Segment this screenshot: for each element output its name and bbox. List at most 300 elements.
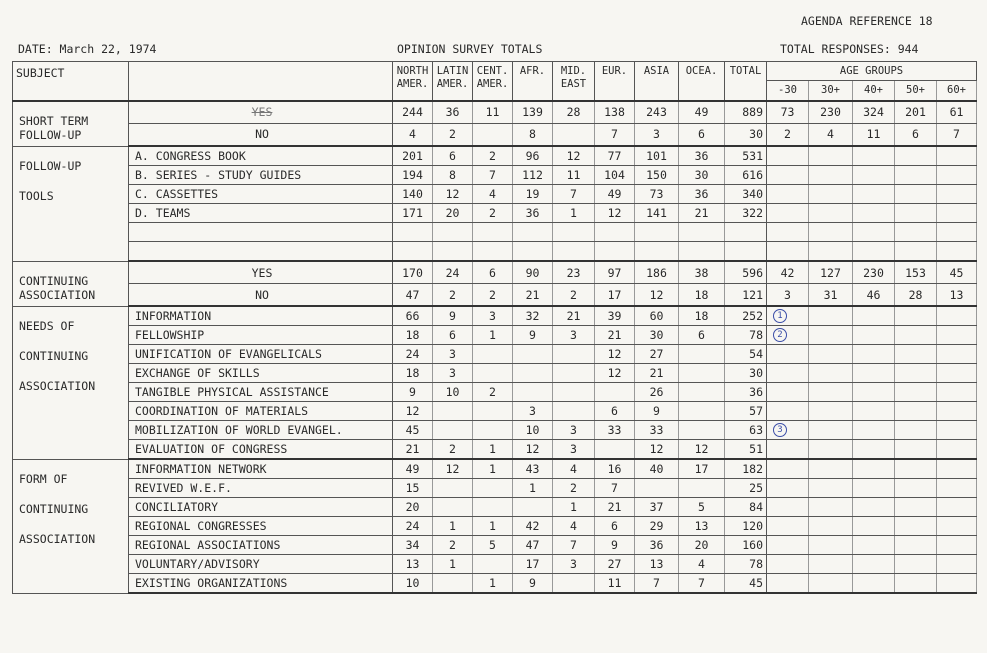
region-value: 13 bbox=[679, 517, 725, 536]
age-value bbox=[895, 498, 937, 517]
age-value bbox=[809, 146, 853, 166]
region-value: 2 bbox=[433, 536, 473, 555]
row-total-value: 63 bbox=[749, 423, 763, 437]
age-value bbox=[853, 383, 895, 402]
region-value: 66 bbox=[393, 306, 433, 326]
age-value: 45 bbox=[937, 261, 977, 284]
age-value bbox=[767, 364, 809, 383]
region-value: 34 bbox=[393, 536, 433, 555]
age-value: 6 bbox=[895, 123, 937, 146]
region-header bbox=[433, 62, 473, 101]
age-value bbox=[853, 402, 895, 421]
age-value bbox=[937, 345, 977, 364]
row-category bbox=[129, 345, 393, 364]
age-value bbox=[809, 536, 853, 555]
region-value bbox=[393, 223, 433, 242]
region-value: 21 bbox=[635, 364, 679, 383]
age-value bbox=[809, 459, 853, 479]
row-total bbox=[725, 223, 767, 242]
table-row bbox=[13, 223, 977, 242]
region-value: 21 bbox=[513, 284, 553, 307]
region-value: 21 bbox=[393, 440, 433, 460]
age-value bbox=[853, 440, 895, 460]
row-category bbox=[129, 185, 393, 204]
region-header-line1: OCEA. bbox=[685, 65, 718, 77]
region-value bbox=[433, 574, 473, 594]
region-header bbox=[513, 62, 553, 101]
row-total-value: 120 bbox=[742, 519, 763, 533]
age-value bbox=[853, 166, 895, 185]
region-value: 15 bbox=[393, 479, 433, 498]
age-value bbox=[937, 574, 977, 594]
region-value: 40 bbox=[635, 459, 679, 479]
age-value bbox=[853, 242, 895, 262]
region-value: 10 bbox=[433, 383, 473, 402]
region-value: 20 bbox=[433, 204, 473, 223]
region-value: 1 bbox=[553, 498, 595, 517]
region-value bbox=[595, 223, 635, 242]
region-value: 243 bbox=[635, 101, 679, 124]
row-category-label: B. SERIES - STUDY GUIDES bbox=[135, 168, 302, 182]
region-value: 138 bbox=[595, 101, 635, 124]
region-value: 171 bbox=[393, 204, 433, 223]
region-value bbox=[473, 123, 513, 146]
age-header: 50+ bbox=[895, 81, 937, 101]
region-value bbox=[595, 383, 635, 402]
age-value bbox=[937, 306, 977, 326]
age-value bbox=[937, 517, 977, 536]
age-value bbox=[895, 204, 937, 223]
row-category bbox=[129, 204, 393, 223]
age-value: 42 bbox=[767, 261, 809, 284]
row-total bbox=[725, 123, 767, 146]
region-value bbox=[473, 364, 513, 383]
row-category bbox=[129, 284, 393, 307]
region-value bbox=[433, 402, 473, 421]
table-row bbox=[13, 383, 977, 402]
age-value bbox=[853, 306, 895, 326]
age-value bbox=[767, 242, 809, 262]
region-value: 9 bbox=[393, 383, 433, 402]
row-category-label: EXCHANGE OF SKILLS bbox=[135, 366, 260, 380]
region-value: 7 bbox=[553, 536, 595, 555]
region-value: 9 bbox=[595, 536, 635, 555]
region-header-line1: NORTH bbox=[396, 65, 429, 77]
region-header-line1: EUR. bbox=[601, 65, 628, 77]
age-value bbox=[895, 242, 937, 262]
region-value bbox=[393, 242, 433, 262]
row-total-value: 78 bbox=[749, 557, 763, 571]
region-value: 2 bbox=[473, 383, 513, 402]
region-header-line2: AMER. bbox=[436, 78, 469, 90]
age-value: 324 bbox=[853, 101, 895, 124]
row-category bbox=[129, 223, 393, 242]
table-row bbox=[13, 345, 977, 364]
region-value: 8 bbox=[513, 123, 553, 146]
region-value: 2 bbox=[473, 284, 513, 307]
region-value: 3 bbox=[433, 364, 473, 383]
row-category bbox=[129, 459, 393, 479]
age-value bbox=[853, 459, 895, 479]
row-category-label: TANGIBLE PHYSICAL ASSISTANCE bbox=[135, 385, 329, 399]
region-value: 27 bbox=[595, 555, 635, 574]
survey-date: DATE: March 22, 1974 bbox=[18, 42, 157, 56]
age-value bbox=[809, 402, 853, 421]
region-value bbox=[679, 364, 725, 383]
region-value: 12 bbox=[595, 204, 635, 223]
region-value bbox=[513, 223, 553, 242]
table-header bbox=[13, 62, 977, 101]
region-value: 6 bbox=[433, 146, 473, 166]
section-subject-line: CONTINUING bbox=[19, 501, 89, 516]
row-total-value: 252 bbox=[742, 309, 763, 323]
row-total-value: 596 bbox=[742, 265, 763, 280]
age-value bbox=[895, 536, 937, 555]
age-value bbox=[895, 479, 937, 498]
age-value bbox=[853, 555, 895, 574]
region-value: 19 bbox=[513, 185, 553, 204]
region-value: 12 bbox=[595, 364, 635, 383]
age-value bbox=[767, 479, 809, 498]
age-value: 13 bbox=[937, 284, 977, 307]
region-value: 1 bbox=[473, 326, 513, 345]
region-value: 42 bbox=[513, 517, 553, 536]
region-value bbox=[595, 440, 635, 460]
table-row bbox=[13, 364, 977, 383]
region-value bbox=[513, 345, 553, 364]
region-value: 201 bbox=[393, 146, 433, 166]
age-value bbox=[895, 146, 937, 166]
region-value bbox=[679, 402, 725, 421]
table-row bbox=[13, 146, 977, 166]
age-value bbox=[937, 498, 977, 517]
age-value bbox=[937, 536, 977, 555]
region-value bbox=[513, 242, 553, 262]
region-value bbox=[553, 123, 595, 146]
age-value bbox=[853, 185, 895, 204]
section-subject bbox=[13, 101, 129, 147]
region-value: 60 bbox=[635, 306, 679, 326]
age-value bbox=[767, 574, 809, 594]
row-category bbox=[129, 146, 393, 166]
row-category bbox=[129, 498, 393, 517]
age-value bbox=[937, 421, 977, 440]
age-value bbox=[767, 185, 809, 204]
age-value bbox=[809, 166, 853, 185]
region-value bbox=[433, 479, 473, 498]
region-value bbox=[635, 223, 679, 242]
region-value: 10 bbox=[393, 574, 433, 594]
region-value: 1 bbox=[473, 440, 513, 460]
region-value: 9 bbox=[513, 326, 553, 345]
region-value: 36 bbox=[635, 536, 679, 555]
age-value bbox=[853, 345, 895, 364]
region-value: 30 bbox=[679, 166, 725, 185]
region-header-line2: EAST bbox=[560, 78, 587, 90]
region-value bbox=[433, 498, 473, 517]
row-category-label: MOBILIZATION OF WORLD EVANGEL. bbox=[135, 423, 343, 437]
row-total bbox=[725, 101, 767, 124]
row-category bbox=[129, 101, 393, 124]
age-value: 230 bbox=[853, 261, 895, 284]
age-value bbox=[809, 574, 853, 594]
region-value: 1 bbox=[473, 574, 513, 594]
region-header-line1: ASIA bbox=[643, 65, 670, 77]
category-header bbox=[129, 62, 393, 101]
row-category-label: C. CASSETTES bbox=[135, 187, 219, 201]
row-total bbox=[725, 364, 767, 383]
table-row bbox=[13, 459, 977, 479]
region-value bbox=[513, 383, 553, 402]
row-category-label: NO bbox=[255, 287, 269, 302]
row-total bbox=[725, 517, 767, 536]
region-value: 12 bbox=[433, 459, 473, 479]
age-value bbox=[895, 326, 937, 345]
table-row bbox=[13, 166, 977, 185]
age-value bbox=[895, 364, 937, 383]
age-value bbox=[809, 364, 853, 383]
region-value: 49 bbox=[679, 101, 725, 124]
age-value bbox=[895, 223, 937, 242]
age-value bbox=[895, 421, 937, 440]
total-header: TOTAL bbox=[725, 62, 767, 101]
section-subject-line: SHORT TERM bbox=[19, 113, 89, 128]
region-value: 1 bbox=[513, 479, 553, 498]
region-value bbox=[679, 223, 725, 242]
section-subject bbox=[13, 459, 129, 593]
row-total bbox=[725, 574, 767, 594]
region-value bbox=[473, 421, 513, 440]
region-value: 4 bbox=[553, 459, 595, 479]
region-value: 43 bbox=[513, 459, 553, 479]
region-value bbox=[553, 223, 595, 242]
section-subject-line: TOOLS bbox=[19, 188, 54, 203]
region-value: 3 bbox=[553, 440, 595, 460]
row-total bbox=[725, 479, 767, 498]
region-value: 104 bbox=[595, 166, 635, 185]
region-value: 5 bbox=[679, 498, 725, 517]
region-value: 3 bbox=[513, 402, 553, 421]
region-value: 12 bbox=[513, 440, 553, 460]
region-value: 7 bbox=[595, 479, 635, 498]
age-value bbox=[895, 459, 937, 479]
region-value: 21 bbox=[679, 204, 725, 223]
region-value: 6 bbox=[473, 261, 513, 284]
age-value bbox=[809, 306, 853, 326]
region-value: 77 bbox=[595, 146, 635, 166]
region-header bbox=[553, 62, 595, 101]
region-value: 6 bbox=[679, 326, 725, 345]
age-value bbox=[937, 326, 977, 345]
age-value: 153 bbox=[895, 261, 937, 284]
region-value: 12 bbox=[393, 402, 433, 421]
region-value: 18 bbox=[679, 284, 725, 307]
age-value bbox=[767, 383, 809, 402]
row-category-label: YES bbox=[251, 265, 273, 280]
region-value bbox=[433, 223, 473, 242]
age-value bbox=[767, 326, 809, 345]
age-value: 61 bbox=[937, 101, 977, 124]
circled-mark: 3 bbox=[773, 423, 787, 437]
section-subject-line: FOLLOW-UP bbox=[19, 158, 82, 173]
region-value: 7 bbox=[679, 574, 725, 594]
region-value: 150 bbox=[635, 166, 679, 185]
row-total bbox=[725, 498, 767, 517]
circled-mark: 1 bbox=[773, 309, 787, 323]
age-value bbox=[809, 383, 853, 402]
row-total bbox=[725, 421, 767, 440]
age-value bbox=[809, 326, 853, 345]
age-value bbox=[767, 306, 809, 326]
region-value: 49 bbox=[595, 185, 635, 204]
age-value bbox=[767, 402, 809, 421]
row-category-label: A. CONGRESS BOOK bbox=[135, 149, 246, 163]
region-value: 2 bbox=[433, 123, 473, 146]
age-value: 7 bbox=[937, 123, 977, 146]
region-value: 45 bbox=[393, 421, 433, 440]
table-row bbox=[13, 498, 977, 517]
row-category bbox=[129, 555, 393, 574]
region-value: 17 bbox=[595, 284, 635, 307]
region-value: 141 bbox=[635, 204, 679, 223]
age-value bbox=[937, 459, 977, 479]
age-header: 60+ bbox=[937, 81, 977, 101]
row-total bbox=[725, 536, 767, 555]
row-total-value: 30 bbox=[749, 366, 763, 380]
age-value bbox=[767, 459, 809, 479]
age-value: 201 bbox=[895, 101, 937, 124]
region-value: 2 bbox=[433, 440, 473, 460]
age-value bbox=[809, 555, 853, 574]
section-subject-line: FOLLOW-UP bbox=[19, 127, 82, 142]
age-value bbox=[809, 498, 853, 517]
region-value bbox=[473, 498, 513, 517]
table-row bbox=[13, 242, 977, 262]
age-value bbox=[895, 306, 937, 326]
section-subject bbox=[13, 146, 129, 261]
row-category bbox=[129, 421, 393, 440]
row-category-label: EVALUATION OF CONGRESS bbox=[135, 442, 288, 456]
table-row bbox=[13, 306, 977, 326]
region-value: 16 bbox=[595, 459, 635, 479]
row-total-value: 57 bbox=[749, 404, 763, 418]
row-category bbox=[129, 574, 393, 594]
row-total-value: 78 bbox=[749, 328, 763, 342]
region-value: 18 bbox=[679, 306, 725, 326]
age-value bbox=[937, 185, 977, 204]
region-value: 12 bbox=[553, 146, 595, 166]
row-category bbox=[129, 517, 393, 536]
section-subject bbox=[13, 306, 129, 459]
region-value: 39 bbox=[595, 306, 635, 326]
region-value: 6 bbox=[595, 402, 635, 421]
row-category-label: REGIONAL ASSOCIATIONS bbox=[135, 538, 281, 552]
row-total bbox=[725, 440, 767, 460]
region-value: 24 bbox=[433, 261, 473, 284]
row-total-value: 340 bbox=[742, 187, 763, 201]
age-value bbox=[895, 185, 937, 204]
age-value: 46 bbox=[853, 284, 895, 307]
row-total bbox=[725, 555, 767, 574]
region-value: 3 bbox=[553, 326, 595, 345]
row-total bbox=[725, 146, 767, 166]
region-value: 7 bbox=[553, 185, 595, 204]
age-value bbox=[937, 242, 977, 262]
table-row bbox=[13, 479, 977, 498]
row-total bbox=[725, 402, 767, 421]
region-value: 2 bbox=[553, 479, 595, 498]
region-value bbox=[513, 498, 553, 517]
age-value bbox=[895, 555, 937, 574]
row-category bbox=[129, 402, 393, 421]
region-value: 36 bbox=[433, 101, 473, 124]
region-value bbox=[473, 402, 513, 421]
row-total-value: 531 bbox=[742, 149, 763, 163]
row-total-value: 84 bbox=[749, 500, 763, 514]
region-header-line1: LATIN bbox=[436, 65, 469, 77]
region-value: 7 bbox=[635, 574, 679, 594]
row-category-label: UNIFICATION OF EVANGELICALS bbox=[135, 347, 322, 361]
age-value bbox=[895, 383, 937, 402]
age-value: 4 bbox=[809, 123, 853, 146]
age-value bbox=[853, 498, 895, 517]
age-value bbox=[809, 185, 853, 204]
age-value bbox=[937, 204, 977, 223]
region-value: 2 bbox=[553, 284, 595, 307]
table-body bbox=[13, 101, 977, 594]
region-value: 12 bbox=[595, 345, 635, 364]
table-row bbox=[13, 440, 977, 460]
agenda-reference: AGENDA REFERENCE 18 bbox=[801, 14, 933, 28]
table-row bbox=[13, 101, 977, 124]
region-value bbox=[635, 242, 679, 262]
table-row bbox=[13, 555, 977, 574]
age-value bbox=[767, 204, 809, 223]
region-value: 21 bbox=[595, 498, 635, 517]
region-value: 29 bbox=[635, 517, 679, 536]
row-category-label: INFORMATION NETWORK bbox=[135, 462, 267, 476]
row-total bbox=[725, 345, 767, 364]
region-value: 4 bbox=[393, 123, 433, 146]
region-value: 10 bbox=[513, 421, 553, 440]
region-value bbox=[553, 364, 595, 383]
age-value bbox=[937, 383, 977, 402]
row-total bbox=[725, 459, 767, 479]
circled-mark: 2 bbox=[773, 328, 787, 342]
region-value: 7 bbox=[473, 166, 513, 185]
row-total-value: 121 bbox=[742, 287, 763, 302]
region-value bbox=[679, 242, 725, 262]
age-value bbox=[767, 421, 809, 440]
region-value: 30 bbox=[635, 326, 679, 345]
row-total-value: 45 bbox=[749, 576, 763, 590]
region-value: 38 bbox=[679, 261, 725, 284]
region-value bbox=[679, 421, 725, 440]
region-value: 5 bbox=[473, 536, 513, 555]
survey-title: OPINION SURVEY TOTALS bbox=[397, 42, 543, 56]
age-value: 73 bbox=[767, 101, 809, 124]
age-value bbox=[767, 440, 809, 460]
row-category bbox=[129, 261, 393, 284]
region-value bbox=[553, 383, 595, 402]
row-category bbox=[129, 364, 393, 383]
age-value bbox=[809, 223, 853, 242]
row-category-label: YES bbox=[251, 105, 273, 120]
section-subject bbox=[13, 261, 129, 306]
age-header: 30+ bbox=[809, 81, 853, 101]
region-value bbox=[553, 242, 595, 262]
row-total bbox=[725, 284, 767, 307]
